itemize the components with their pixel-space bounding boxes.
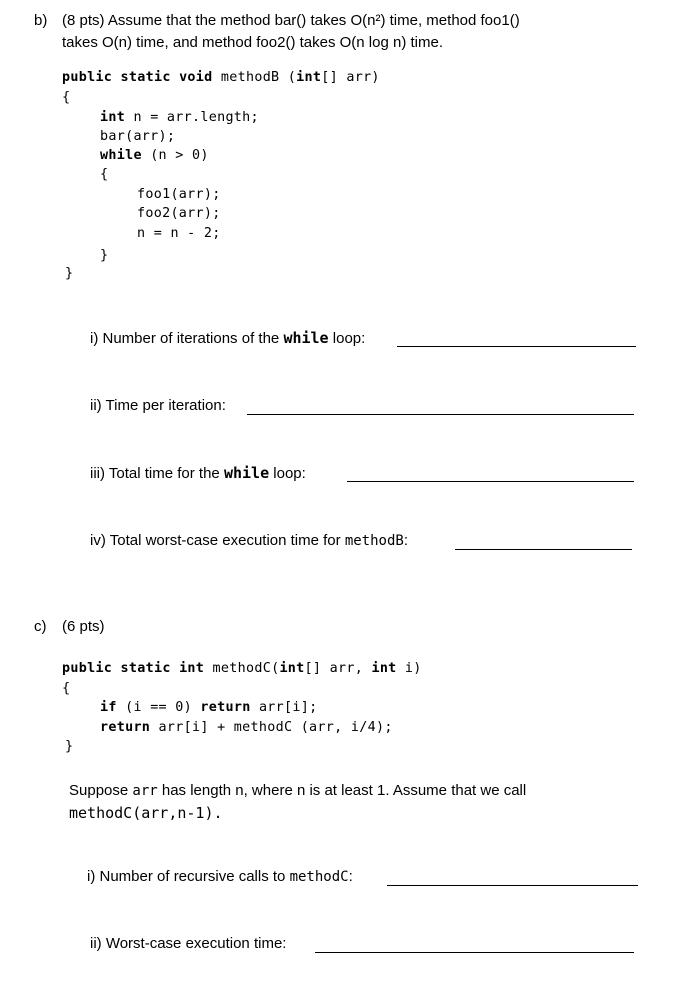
- keyword: int: [371, 661, 397, 676]
- code-text: (n > 0): [150, 148, 209, 163]
- methodB-close-brace: }: [65, 266, 74, 281]
- desc-text: Suppose: [69, 782, 129, 799]
- params: i): [404, 661, 422, 676]
- question-b-ii: ii) Time per iteration:: [90, 397, 226, 414]
- question-b-iv: [90, 532, 408, 549]
- part-c-points: (6 pts): [62, 618, 105, 635]
- part-c-label: c): [34, 618, 47, 635]
- part-b-intro-text: Assume that the method bar() takes O(n²) time, method foo1(): [107, 12, 520, 29]
- methodC-open-brace: {: [62, 681, 71, 696]
- question-text: iii) Total time for the: [90, 465, 220, 482]
- part-b-label: b): [34, 12, 48, 29]
- question-b-i: [90, 329, 365, 347]
- question-text: i) Number of iterations of the: [90, 330, 280, 347]
- question-text: i) Number of recursive calls to: [87, 868, 286, 885]
- keyword: while: [223, 464, 270, 482]
- params: [] arr,: [304, 661, 364, 676]
- part-b-intro-line1: [62, 12, 520, 29]
- code-text: n = arr.length;: [133, 110, 259, 125]
- code-line-foo1: foo1(arr);: [137, 187, 221, 202]
- answer-blank-c-ii[interactable]: [315, 937, 634, 953]
- method-name: methodC(: [212, 661, 280, 676]
- question-text: :: [403, 532, 409, 549]
- question-text: :: [348, 868, 353, 885]
- question-c-i: [87, 868, 353, 885]
- desc-text: has length n, where n is at least 1. Assume that we call: [161, 782, 527, 799]
- while-close-brace: }: [100, 248, 109, 263]
- question-text: iv) Total worst-case execution time for: [90, 532, 341, 549]
- code-ref: methodC: [289, 869, 349, 885]
- method-name: methodB: [220, 70, 280, 85]
- code-text: arr[i];: [258, 700, 318, 715]
- code-line-foo2: foo2(arr);: [137, 206, 221, 221]
- code-line-return: [100, 720, 393, 735]
- keyword: public static int: [62, 661, 205, 676]
- code-ref: arr: [132, 783, 158, 799]
- code-line-decrement: n = n - 2;: [137, 226, 221, 241]
- keyword: return: [200, 700, 251, 715]
- methodC-signature: [62, 661, 422, 676]
- keyword: return: [100, 720, 151, 735]
- methodB-signature: public static void methodB (int[] arr): [62, 70, 380, 85]
- while-open-brace: {: [100, 167, 109, 182]
- answer-blank-c-i[interactable]: [387, 870, 638, 886]
- keyword: if: [100, 700, 117, 715]
- keyword: while: [283, 329, 329, 347]
- answer-blank-b-i[interactable]: [397, 331, 636, 347]
- code-line-if: [100, 700, 317, 715]
- keyword: public static void: [62, 70, 213, 85]
- methodC-close-brace: }: [65, 739, 74, 754]
- question-text: loop:: [332, 330, 366, 347]
- code-line-int-n: [100, 110, 259, 125]
- part-c-description-line1: [69, 782, 526, 799]
- code-line-while: [100, 148, 209, 163]
- keyword: int: [296, 70, 322, 85]
- keyword: int: [100, 110, 126, 125]
- code-text: (i == 0): [125, 700, 193, 715]
- question-b-iii: [90, 464, 306, 482]
- part-b-points: (8 pts): [62, 12, 105, 29]
- code-ref: methodB: [344, 533, 404, 549]
- methodB-open-brace: {: [62, 90, 71, 105]
- answer-blank-b-iv[interactable]: [455, 534, 632, 550]
- answer-blank-b-ii[interactable]: [247, 399, 634, 415]
- question-c-ii: ii) Worst-case execution time:: [90, 935, 287, 952]
- keyword: int: [279, 661, 305, 676]
- part-b-intro-line2: takes O(n) time, and method foo2() takes O(n log n) time.: [62, 34, 443, 51]
- params: [] arr): [321, 70, 380, 85]
- answer-blank-b-iii[interactable]: [347, 466, 634, 482]
- part-c-description-line2: methodC(arr,n-1).: [69, 804, 223, 822]
- keyword: while: [100, 148, 142, 163]
- code-line-bar: bar(arr);: [100, 129, 176, 144]
- question-text: loop:: [273, 465, 306, 482]
- code-text: arr[i] + methodC (arr, i/4);: [158, 720, 393, 735]
